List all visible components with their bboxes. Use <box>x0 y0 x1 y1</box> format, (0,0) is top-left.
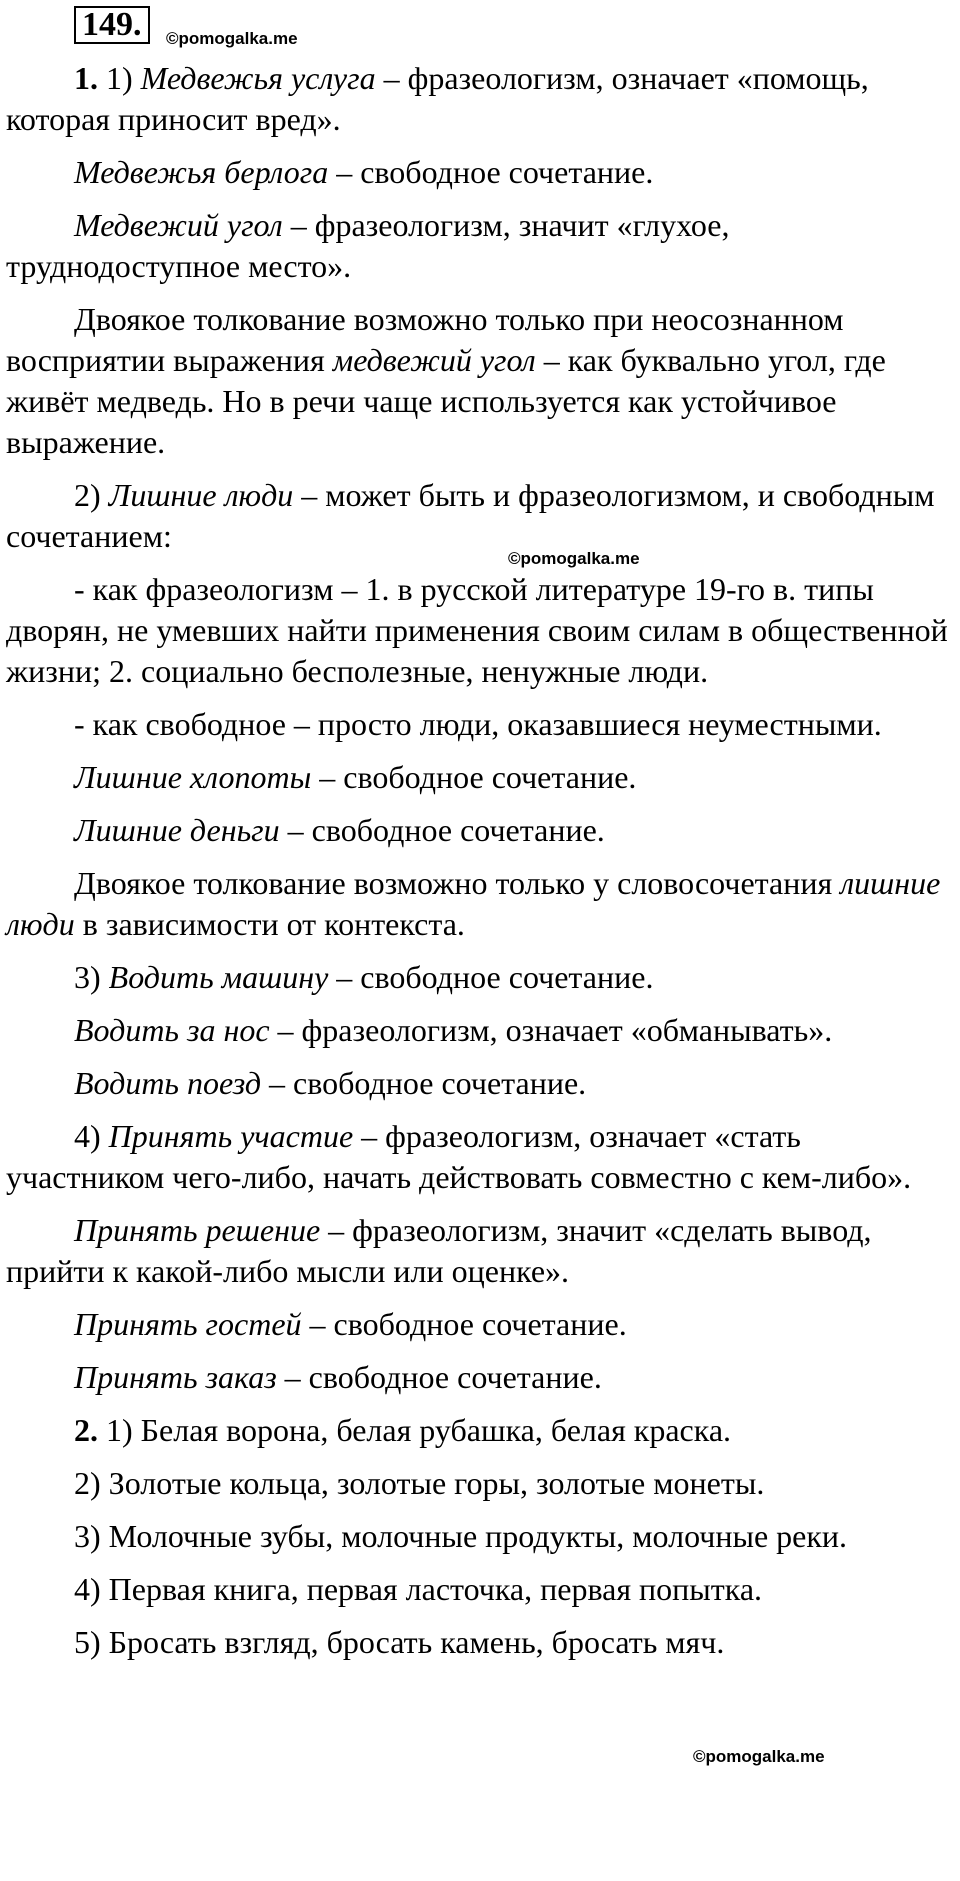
paragraph: 3) Водить машину – свободное сочетание. <box>74 959 654 995</box>
watermark: ©pomogalka.me <box>508 549 640 568</box>
paragraph: Водить поезд – свободное сочетание. <box>74 1065 587 1101</box>
paragraph: Медвежья берлога – свободное сочетание. <box>74 154 654 190</box>
exercise-number: 149. <box>74 6 150 44</box>
task-number: 2. <box>74 1412 98 1448</box>
paragraph: 2. 1) Белая ворона, белая рубашка, белая краска. <box>74 1412 732 1448</box>
task-number: 1. <box>74 60 98 96</box>
paragraph: 1. 1) Медвежья услуга – фразеологизм, означает «помощь, которая приносит вред». <box>6 60 869 137</box>
paragraph: Принять гостей – свободное сочетание. <box>74 1306 627 1342</box>
paragraph: Двоякое толкование возможно только при неосознанном восприятии выражения медвежий угол – как буквально угол, где живёт медведь. Но в речи чаще используется как устойчивое выражение. <box>6 301 886 460</box>
paragraph: Водить за нос – фразеологизм, означает «обманывать». <box>74 1012 833 1048</box>
paragraph: 3) Молочные зубы, молочные продукты, молочные реки. <box>74 1518 848 1554</box>
watermark: ©pomogalka.me <box>166 29 298 48</box>
paragraph: 5) Бросать взгляд, бросать камень, бросать мяч. <box>74 1624 725 1660</box>
paragraph: Лишние деньги – свободное сочетание. <box>74 812 605 848</box>
paragraph: 4) Первая книга, первая ласточка, первая попытка. <box>74 1571 763 1607</box>
paragraph: Лишние хлопоты – свободное сочетание. <box>74 759 637 795</box>
watermark: ©pomogalka.me <box>693 1747 825 1766</box>
paragraph: Медвежий угол – фразеологизм, значит «глухое, труднодоступное место». <box>6 207 730 284</box>
paragraph: 4) Принять участие – фразеологизм, означает «стать участником чего-либо, начать действовать совместно с кем-либо». <box>6 1118 912 1195</box>
paragraph: Двоякое толкование возможно только у словосочетания лишние люди в зависимости от контекста. <box>6 865 941 942</box>
paragraph: - как фразеологизм – 1. в русской литературе 19-го в. типы дворян, не умевших найти применения своим силам в общественной жизни; 2. социально бесполезные, ненужные люди. <box>6 571 948 689</box>
paragraph: Принять заказ – свободное сочетание. <box>74 1359 602 1395</box>
paragraph: 2) Лишние люди – может быть и фразеологизмом, и свободным сочетанием: <box>6 477 935 554</box>
paragraph: Принять решение – фразеологизм, значит «сделать вывод, прийти к какой-либо мысли или оценке». <box>6 1212 872 1289</box>
answer-text <box>6 58 958 1675</box>
paragraph: - как свободное – просто люди, оказавшиеся неуместными. <box>74 706 882 742</box>
paragraph: 2) Золотые кольца, золотые горы, золотые монеты. <box>74 1465 765 1501</box>
